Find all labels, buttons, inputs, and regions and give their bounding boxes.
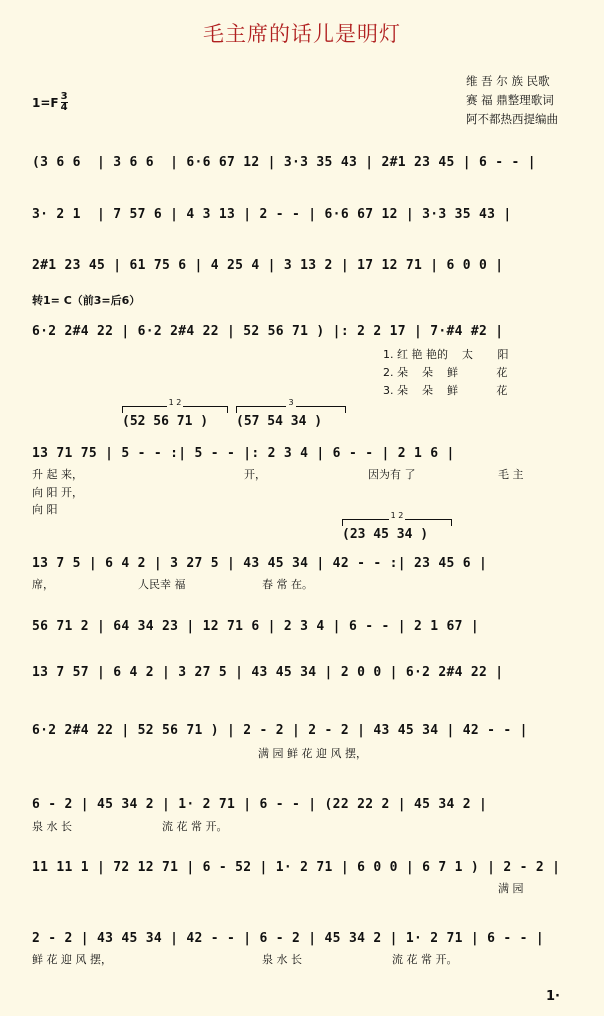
score-row-7: 56 71 2 | 64 34 23 | 12 71 6 | 2 3 4 | 6 - - | 2 1 67 | (32, 619, 479, 634)
lyric-r9-a: 满 园 鲜 花 迎 风 摆， (258, 747, 367, 760)
modulation-mark: 转1= C（前3=后6） (32, 294, 141, 307)
lyric-r12-a: 鲜 花 迎 风 摆， (32, 953, 112, 966)
volta-bracket-1-2 (122, 398, 228, 413)
score-row-1: (3 6 6 | 3 6 6 | 6·6 67 12 | 3·3 35 43 | 2#1 23 45 | 6 - - | (32, 155, 536, 170)
volta-label-row6: 1 2 (390, 511, 404, 520)
page-number: 1· (546, 989, 560, 1004)
credit-line-music: 阿不都热西提编曲 (466, 112, 558, 126)
lyric-r6-b: 人民幸 福 (138, 578, 186, 591)
lyric-r5-d: 毛 主 (498, 468, 524, 481)
key-tonic: 1=F (32, 95, 59, 110)
credit-line-origin: 维 吾 尔 族 民歌 (466, 74, 550, 88)
credits (466, 72, 558, 129)
score-row-8: 13 7 57 | 6 4 2 | 3 27 5 | 43 45 34 | 2 0 0 | 6·2 2#4 22 | (32, 665, 504, 680)
score-row-5: 13 71 75 | 5 - - :| 5 - - |: 2 3 4 | 6 - - | 2 1 6 | (32, 446, 455, 461)
verse-3: 3. 朵 朵 鲜 花 (383, 384, 508, 397)
lyric-r11-a: 满 园 (498, 882, 524, 895)
lyric-r10-a: 泉 水 长 (32, 820, 72, 833)
score-row-11: 11 11 1 | 72 12 71 | 6 - 52 | 1· 2 71 | 6 0 0 | 6 7 1 ) | 2 - 2 | (32, 860, 561, 875)
time-denominator: 4 (60, 102, 68, 113)
verse-2: 2. 朵 朵 鲜 花 (383, 366, 508, 379)
score-row-10: 6 - 2 | 45 34 2 | 1· 2 71 | 6 - - | (22 22 2 | 45 34 2 | (32, 797, 488, 812)
score-row-3: 2#1 23 45 | 61 75 6 | 4 25 4 | 3 13 2 | 17 12 71 | 6 0 0 | (32, 258, 504, 273)
volta-label-1-2: 1 2 (168, 398, 182, 407)
volta-bracket-3 (236, 398, 346, 413)
ending-3: (23 45 34 ) (342, 527, 429, 542)
score-row-4: 6·2 2#4 22 | 6·2 2#4 22 | 52 56 71 ) |: 2 2 17 | 7·#4 #2 | (32, 324, 504, 339)
key-signature (32, 92, 68, 113)
lyric-r6-a: 席， (32, 578, 54, 591)
lyric-r5-b: 开， (244, 468, 266, 481)
score-row-12: 2 - 2 | 43 45 34 | 42 - - | 6 - 2 | 45 34 2 | 1· 2 71 | 6 - - | (32, 931, 544, 946)
lyric-r12-c: 流 花 常 开。 (392, 953, 458, 966)
time-numerator: 3 (60, 91, 68, 102)
lyric-r5-e: 向 阳 开， (32, 486, 83, 499)
credit-line-lyrics: 赛 福 鼎整理歌词 (466, 93, 554, 107)
score-row-9: 6·2 2#4 22 | 52 56 71 ) | 2 - 2 | 2 - 2 | 43 45 34 | 42 - - | (32, 723, 528, 738)
ending-1: (52 56 71 ) (122, 414, 209, 429)
ending-2: (57 54 34 ) (236, 414, 323, 429)
lyric-r5-c: 因为有 了 (368, 468, 416, 481)
score-row-6: 13 7 5 | 6 4 2 | 3 27 5 | 43 45 34 | 42 - - :| 23 45 6 | (32, 556, 488, 571)
lyric-r5-f: 向 阳 (32, 503, 58, 516)
volta-bracket-row6 (342, 511, 452, 526)
score-row-2: 3· 2 1 | 7 57 6 | 4 3 13 | 2 - - | 6·6 67 12 | 3·3 35 43 | (32, 207, 512, 222)
volta-label-3: 3 (288, 398, 294, 407)
verse-1: 1. 红 艳 艳的 太 阳 (383, 348, 509, 361)
lyric-r10-b: 流 花 常 开。 (162, 820, 228, 833)
time-signature (61, 92, 68, 113)
lyric-r5-a: 升 起 来， (32, 468, 83, 481)
lyric-r12-b: 泉 水 长 (262, 953, 302, 966)
verse-lines (383, 346, 508, 400)
song-title: 毛主席的话儿是明灯 (203, 22, 401, 46)
lyric-r6-c: 春 常 在。 (262, 578, 313, 591)
